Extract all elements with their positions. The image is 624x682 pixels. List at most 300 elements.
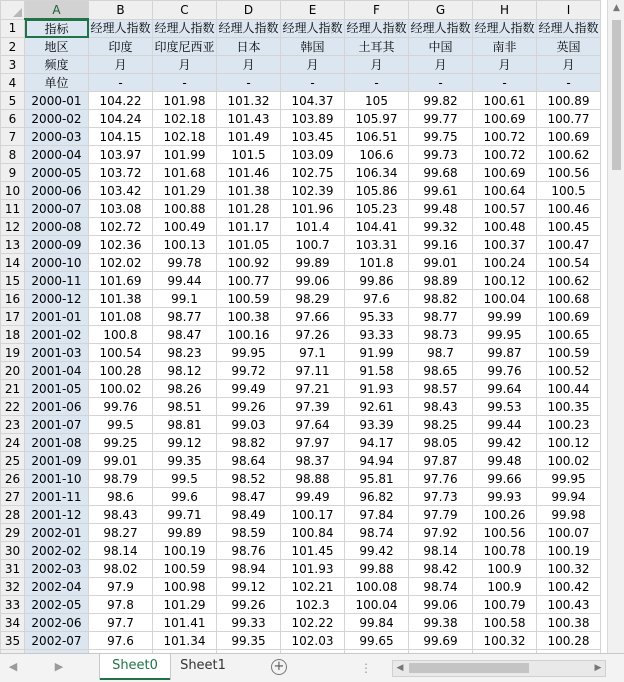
cell[interactable]: 98.64 [217,452,281,470]
cell[interactable]: 月 [537,56,601,74]
cell[interactable]: 2000-11 [25,272,89,290]
cell[interactable]: 98.74 [345,524,409,542]
cell[interactable]: 98.47 [217,488,281,506]
cell[interactable]: 99.26 [217,398,281,416]
cell[interactable]: 100.28 [537,632,601,650]
cell[interactable]: 97.79 [409,506,473,524]
cell[interactable]: 100.8 [89,326,153,344]
cell[interactable]: 99.35 [153,452,217,470]
horizontal-scrollbar[interactable] [392,660,606,677]
add-sheet-button[interactable]: + [271,659,287,675]
cell[interactable]: 月 [473,56,537,74]
cell[interactable]: 101.5 [217,146,281,164]
cell[interactable]: 99.64 [473,380,537,398]
row-header[interactable]: 10 [1,182,25,200]
cell[interactable]: 99.95 [537,470,601,488]
cell[interactable]: 100.49 [153,218,217,236]
cell[interactable]: 月 [409,56,473,74]
cell[interactable]: 102.3 [281,596,345,614]
cell[interactable]: 100.56 [473,524,537,542]
row-header[interactable]: 29 [1,524,25,542]
cell[interactable]: 100.69 [473,164,537,182]
cell[interactable]: 100.19 [537,542,601,560]
cell[interactable]: - [153,74,217,92]
cell[interactable]: 100.92 [217,254,281,272]
cell[interactable]: 100.02 [89,380,153,398]
cell[interactable]: 98.14 [89,542,153,560]
cell[interactable]: 99.48 [473,452,537,470]
cell[interactable]: 98.77 [409,308,473,326]
cell[interactable]: 2001-09 [25,452,89,470]
cell[interactable]: 97.21 [281,380,345,398]
cell[interactable]: 98.89 [409,272,473,290]
cell[interactable]: 地区 [25,38,89,56]
cell[interactable]: 2002-02 [25,542,89,560]
cell[interactable]: 91.99 [345,344,409,362]
cell[interactable]: 99.5 [153,470,217,488]
cell[interactable]: 100.04 [345,596,409,614]
previous-sheet-arrow-icon[interactable]: ◀ [8,660,18,673]
cell[interactable]: 100.69 [537,128,601,146]
cell[interactable]: 2002-04 [25,578,89,596]
scroll-left-arrow-icon[interactable]: ◀ [396,663,404,673]
cell[interactable]: 98.42 [409,560,473,578]
cell[interactable]: 99.42 [473,434,537,452]
cell[interactable]: 100.61 [473,92,537,110]
row-header[interactable]: 35 [1,632,25,650]
cell[interactable]: 98.25 [409,416,473,434]
cell[interactable]: 99.88 [345,560,409,578]
cell[interactable]: 99.12 [217,578,281,596]
row-header[interactable]: 26 [1,470,25,488]
cell[interactable]: 99.84 [345,614,409,632]
cell[interactable]: 2001-06 [25,398,89,416]
cell[interactable]: 98.73 [409,326,473,344]
cell[interactable]: 2002-07 [25,632,89,650]
row-header[interactable]: 31 [1,560,25,578]
cell[interactable]: 101.41 [153,614,217,632]
cell[interactable]: - [473,74,537,92]
cell[interactable]: 98.88 [281,470,345,488]
cell[interactable]: 100.32 [473,632,537,650]
cell[interactable]: 95.81 [345,470,409,488]
cell[interactable]: 2000-03 [25,128,89,146]
cell[interactable]: 97.92 [409,524,473,542]
cell[interactable]: 101.28 [217,200,281,218]
row-header[interactable]: 12 [1,218,25,236]
row-header[interactable]: 4 [1,74,25,92]
cell[interactable]: 97.73 [409,488,473,506]
row-header[interactable]: 18 [1,326,25,344]
cell[interactable]: 月 [89,56,153,74]
cell[interactable]: 98.51 [153,398,217,416]
cell[interactable]: 经理人指数 [281,19,345,38]
cell[interactable]: 98.6 [89,488,153,506]
row-header[interactable]: 1 [1,19,25,38]
cell[interactable]: 99.33 [217,614,281,632]
cell[interactable]: 99.89 [153,524,217,542]
cell[interactable]: 97.1 [281,344,345,362]
cell[interactable]: 2000-01 [25,92,89,110]
cell[interactable]: 100.72 [473,146,537,164]
cell[interactable]: 100.56 [537,164,601,182]
cell[interactable]: 97.84 [345,506,409,524]
cell[interactable]: 97.39 [281,398,345,416]
cell[interactable]: 100.08 [345,578,409,596]
cell[interactable]: 98.7 [409,344,473,362]
cell[interactable]: 2001-10 [25,470,89,488]
cell[interactable]: - [409,74,473,92]
horizontal-scroll-thumb[interactable] [409,663,529,673]
cell[interactable]: 105.86 [345,182,409,200]
cell[interactable]: 经理人指数 [89,19,153,38]
cell[interactable]: 2000-12 [25,290,89,308]
row-header[interactable]: 6 [1,110,25,128]
cell[interactable]: 101.29 [153,182,217,200]
cell[interactable]: 100.35 [537,398,601,416]
cell[interactable]: 99.6 [153,488,217,506]
vertical-scroll-thumb[interactable] [612,20,621,170]
cell[interactable]: 101.93 [281,560,345,578]
cell[interactable]: 99.86 [345,272,409,290]
cell[interactable]: 102.36 [89,236,153,254]
cell[interactable]: 100.7 [281,236,345,254]
cell[interactable]: 97.6 [345,290,409,308]
cell[interactable]: 92.61 [345,398,409,416]
cell[interactable]: 印度尼西亚 [154,39,215,54]
cell[interactable]: 100.13 [153,236,217,254]
cell[interactable]: 94.17 [345,434,409,452]
cell[interactable]: 印度 [89,38,153,56]
cell[interactable]: 103.08 [89,200,153,218]
cell[interactable]: 101.8 [345,254,409,272]
cell[interactable]: 98.77 [153,308,217,326]
cell[interactable]: 101.96 [281,200,345,218]
column-header-g[interactable]: G [409,1,473,20]
cell[interactable]: 99.12 [153,434,217,452]
cell[interactable]: 98.57 [409,380,473,398]
cell[interactable]: 94.94 [345,452,409,470]
cell[interactable]: 99.72 [217,362,281,380]
cell[interactable]: 100.28 [89,362,153,380]
row-header[interactable]: 13 [1,236,25,254]
cell[interactable]: 单位 [25,74,89,92]
cell[interactable]: 月 [217,56,281,74]
cell[interactable]: 103.42 [89,182,153,200]
cell[interactable]: 98.37 [281,452,345,470]
cell[interactable]: 98.43 [409,398,473,416]
cell[interactable]: - [537,74,601,92]
cell[interactable]: 101.45 [281,542,345,560]
cell[interactable]: 106.6 [345,146,409,164]
cell[interactable]: 100.54 [537,254,601,272]
cell[interactable]: 91.93 [345,380,409,398]
cell[interactable]: 韩国 [281,38,345,56]
cell[interactable]: 中国 [409,38,473,56]
cell[interactable]: 101.46 [217,164,281,182]
cell[interactable]: 99.03 [217,416,281,434]
cell[interactable]: 103.45 [281,128,345,146]
cell[interactable]: 98.59 [217,524,281,542]
cell[interactable]: 102.02 [89,254,153,272]
cell[interactable]: 2000-05 [25,164,89,182]
cell[interactable]: 102.75 [281,164,345,182]
cell[interactable]: 频度 [25,56,89,74]
cell[interactable]: 100.77 [537,110,601,128]
cell[interactable]: 南非 [473,38,537,56]
cell[interactable]: 指标 [25,19,89,38]
cell[interactable]: 100.98 [153,578,217,596]
cell[interactable]: 102.18 [153,110,217,128]
column-header-a[interactable]: A [25,1,89,20]
cell[interactable]: 102.72 [89,218,153,236]
cell[interactable]: 2001-02 [25,326,89,344]
cell[interactable]: 经理人指数 [217,19,281,38]
cell[interactable]: 100.54 [89,344,153,362]
cell[interactable]: 102.22 [281,614,345,632]
more-options-icon[interactable]: ⋮ [360,661,372,675]
cell[interactable]: 97.9 [89,578,153,596]
row-header[interactable]: 27 [1,488,25,506]
cell[interactable]: 103.89 [281,110,345,128]
cell[interactable]: 101.69 [89,272,153,290]
row-header[interactable]: 23 [1,416,25,434]
cell[interactable]: 2001-08 [25,434,89,452]
cell[interactable]: 2001-04 [25,362,89,380]
cell[interactable]: 101.98 [153,92,217,110]
cell[interactable]: 98.12 [153,362,217,380]
row-header[interactable]: 20 [1,362,25,380]
row-header[interactable]: 32 [1,578,25,596]
cell[interactable]: 英国 [537,38,601,56]
cell[interactable]: 100.37 [473,236,537,254]
cell[interactable]: 2000-04 [25,146,89,164]
cell[interactable]: 99.89 [281,254,345,272]
cell[interactable]: 99.93 [473,488,537,506]
cell[interactable]: 100.17 [281,506,345,524]
cell[interactable]: 100.57 [473,200,537,218]
cell[interactable]: 100.12 [473,272,537,290]
cell[interactable]: 98.81 [153,416,217,434]
scroll-right-arrow-icon[interactable]: ▶ [594,663,602,673]
row-header[interactable]: 24 [1,434,25,452]
cell[interactable]: 土耳其 [345,38,409,56]
cell[interactable]: 99.98 [537,506,601,524]
cell[interactable]: 99.95 [473,326,537,344]
cell[interactable]: 98.23 [153,344,217,362]
cell[interactable]: 2001-07 [25,416,89,434]
row-header[interactable]: 16 [1,290,25,308]
cell[interactable]: 99.69 [409,632,473,650]
cell[interactable]: 2000-08 [25,218,89,236]
cell[interactable]: 100.88 [153,200,217,218]
cell[interactable]: 100.59 [537,344,601,362]
cell[interactable]: 105.97 [345,110,409,128]
cell[interactable]: 99.77 [409,110,473,128]
cell[interactable]: 99.94 [537,488,601,506]
cell[interactable]: 99.01 [409,254,473,272]
cell[interactable]: - [345,74,409,92]
select-all-corner[interactable] [1,1,25,20]
row-header[interactable]: 5 [1,92,25,110]
cell[interactable]: 93.33 [345,326,409,344]
cell[interactable]: 95.33 [345,308,409,326]
cell[interactable]: 101.32 [217,92,281,110]
cell[interactable]: 2000-09 [25,236,89,254]
cell[interactable]: 100.59 [217,290,281,308]
cell[interactable]: 97.66 [281,308,345,326]
cell[interactable]: 99.44 [473,416,537,434]
cell[interactable]: 98.29 [281,290,345,308]
cell[interactable]: 100.59 [153,560,217,578]
cell[interactable]: 2000-02 [25,110,89,128]
row-header[interactable]: 25 [1,452,25,470]
cell[interactable]: 104.41 [345,218,409,236]
cell[interactable]: 100.69 [473,110,537,128]
row-header[interactable]: 8 [1,146,25,164]
cell[interactable]: 100.77 [217,272,281,290]
cell[interactable]: 100.02 [537,452,601,470]
cell[interactable]: 104.37 [281,92,345,110]
cell[interactable]: 99.49 [281,488,345,506]
cell[interactable]: 103.31 [345,236,409,254]
cell[interactable]: 97.7 [89,614,153,632]
cell[interactable]: 100.23 [537,416,601,434]
cell[interactable]: 99.35 [217,632,281,650]
next-sheet-arrow-icon[interactable]: ▶ [54,660,64,673]
cell[interactable]: 100.84 [281,524,345,542]
cell[interactable]: 99.78 [153,254,217,272]
cell[interactable]: 99.73 [409,146,473,164]
row-header[interactable]: 34 [1,614,25,632]
cell[interactable]: 2002-01 [25,524,89,542]
cell[interactable]: 100.48 [473,218,537,236]
cell[interactable]: 99.06 [409,596,473,614]
cell[interactable]: 101.34 [153,632,217,650]
cell[interactable]: 100.78 [473,542,537,560]
cell[interactable]: 91.58 [345,362,409,380]
cell[interactable]: 99.44 [153,272,217,290]
cell[interactable]: 2001-01 [25,308,89,326]
cell[interactable]: 101.08 [89,308,153,326]
cell[interactable]: 2000-07 [25,200,89,218]
cell[interactable]: 99.06 [281,272,345,290]
row-header[interactable]: 15 [1,272,25,290]
cell[interactable]: 100.79 [473,596,537,614]
column-header-b[interactable]: B [89,1,153,20]
cell[interactable]: 2002-06 [25,614,89,632]
cell[interactable]: - [281,74,345,92]
cell[interactable]: 98.65 [409,362,473,380]
cell[interactable]: 100.42 [537,578,601,596]
cell[interactable]: 100.72 [473,128,537,146]
cell[interactable]: 99.76 [473,362,537,380]
cell[interactable]: 102.21 [281,578,345,596]
cell[interactable]: 100.89 [537,92,601,110]
cell[interactable]: 98.27 [89,524,153,542]
cell[interactable]: 100.68 [537,290,601,308]
cell[interactable]: 99.25 [89,434,153,452]
row-header[interactable]: 33 [1,596,25,614]
cell[interactable]: 100.58 [473,614,537,632]
cell[interactable]: 103.72 [89,164,153,182]
cell[interactable]: 101.17 [217,218,281,236]
cell[interactable]: 98.02 [89,560,153,578]
cell[interactable]: 100.52 [537,362,601,380]
cell[interactable]: 2001-12 [25,506,89,524]
cell[interactable]: 2001-03 [25,344,89,362]
cell[interactable]: 月 [153,56,217,74]
cell[interactable]: 99.68 [409,164,473,182]
cell[interactable]: 99.71 [153,506,217,524]
row-header[interactable]: 17 [1,308,25,326]
cell[interactable]: 96.82 [345,488,409,506]
row-header[interactable]: 14 [1,254,25,272]
cell[interactable]: 98.43 [89,506,153,524]
cell[interactable]: 100.16 [217,326,281,344]
cell[interactable]: 97.64 [281,416,345,434]
cell[interactable]: 101.29 [153,596,217,614]
cell[interactable]: 100.38 [537,614,601,632]
cell[interactable]: 100.04 [473,290,537,308]
cell[interactable]: 99.01 [89,452,153,470]
cell[interactable]: 2002-05 [25,596,89,614]
row-header[interactable]: 22 [1,398,25,416]
cell[interactable]: 99.53 [473,398,537,416]
cell[interactable]: 101.99 [153,146,217,164]
cell[interactable]: 99.49 [217,380,281,398]
cell[interactable]: 104.22 [89,92,153,110]
cell[interactable]: 97.6 [89,632,153,650]
cell[interactable]: 100.24 [473,254,537,272]
cell[interactable]: 2001-05 [25,380,89,398]
cell[interactable]: 99.75 [409,128,473,146]
column-header-e[interactable]: E [281,1,345,20]
cell[interactable]: 99.1 [153,290,217,308]
cell[interactable]: - [89,74,153,92]
column-header-i[interactable]: I [537,1,601,20]
cell[interactable]: 97.97 [281,434,345,452]
cell[interactable]: 101.49 [217,128,281,146]
cell[interactable]: 98.05 [409,434,473,452]
cell[interactable]: 106.34 [345,164,409,182]
cell[interactable]: 99.66 [473,470,537,488]
cell[interactable]: 103.09 [281,146,345,164]
cell[interactable]: 102.03 [281,632,345,650]
cell[interactable]: 100.38 [217,308,281,326]
column-header-c[interactable]: C [153,1,217,20]
cell[interactable]: 99.48 [409,200,473,218]
row-header[interactable]: 3 [1,56,25,74]
cell[interactable]: 100.07 [537,524,601,542]
cell[interactable]: 101.38 [217,182,281,200]
cell[interactable]: 101.38 [89,290,153,308]
cell[interactable]: 100.64 [473,182,537,200]
column-header-f[interactable]: F [345,1,409,20]
cell[interactable]: 2001-11 [25,488,89,506]
cell[interactable]: 105 [345,92,409,110]
cell[interactable]: 100.9 [473,560,537,578]
cell[interactable]: 99.65 [345,632,409,650]
cell[interactable]: 101.4 [281,218,345,236]
cell[interactable]: 99.26 [217,596,281,614]
cell[interactable]: 99.5 [89,416,153,434]
cell[interactable]: 102.18 [153,128,217,146]
cell[interactable]: 100.5 [537,182,601,200]
cell[interactable]: 101.43 [217,110,281,128]
sheet-tab-sheet0[interactable]: Sheet0 [100,654,170,680]
cell[interactable]: 99.32 [409,218,473,236]
